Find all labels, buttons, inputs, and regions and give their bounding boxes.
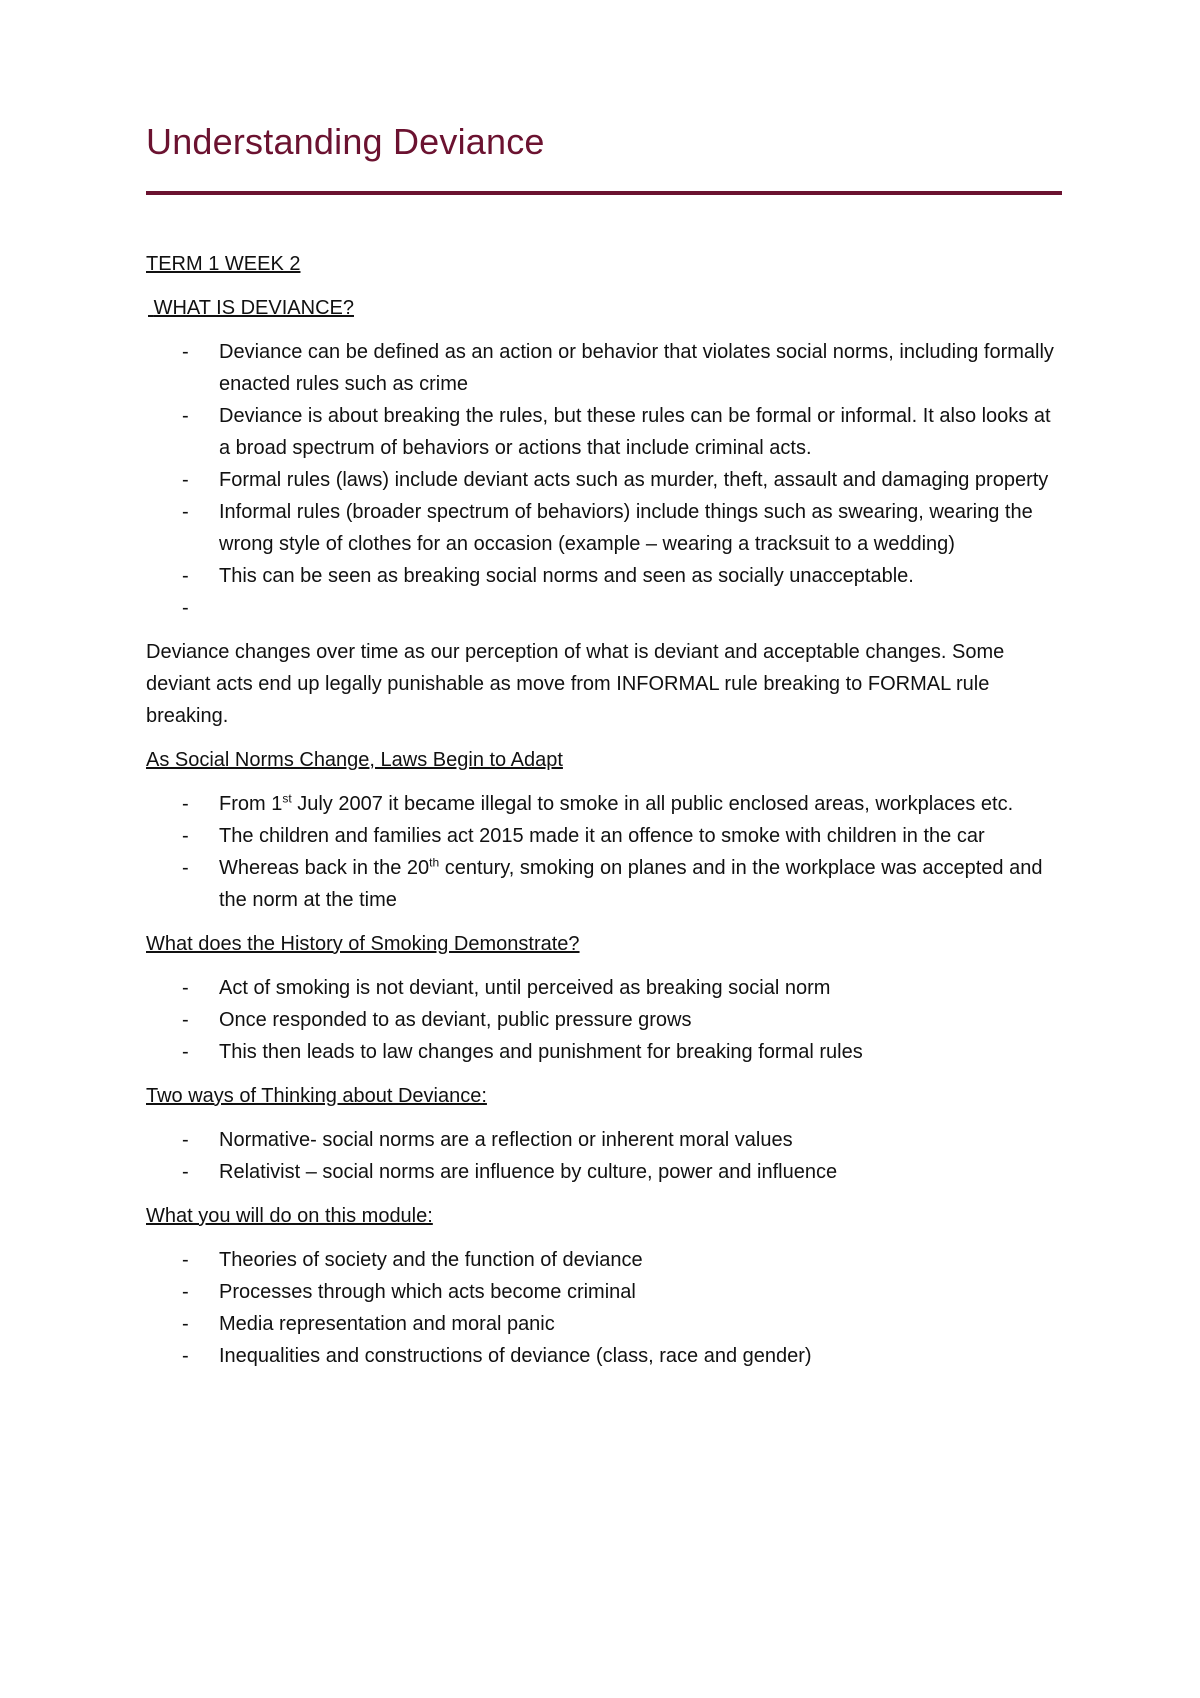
document-title: Understanding Deviance xyxy=(146,121,545,162)
section-heading-text: WHAT IS DEVIANCE? xyxy=(153,297,354,319)
bullet-dash: - xyxy=(182,1009,189,1031)
list-item xyxy=(146,1340,1062,1372)
list-item-text: Formal rules (laws) include deviant acts such as murder, theft, assault and damaging property xyxy=(219,469,1049,491)
list-item xyxy=(146,336,1062,400)
list-item-text: Deviance can be defined as an action or behavior that violates social norms, including formally enacted rules such as crime xyxy=(219,341,1054,395)
list-item xyxy=(146,400,1062,464)
bullet-dash: - xyxy=(182,501,189,523)
list-item xyxy=(146,560,1062,592)
list-item-text: Theories of society and the function of deviance xyxy=(219,1249,643,1271)
bullet-dash: - xyxy=(182,977,189,999)
list-item-text: The children and families act 2015 made it an offence to smoke with children in the car xyxy=(219,825,985,847)
text-run: Whereas back in the 20 xyxy=(219,857,430,879)
section-heading-social-norms: As Social Norms Change, Laws Begin to Adapt xyxy=(146,749,563,771)
list-item-text: This then leads to law changes and punishment for breaking formal rules xyxy=(219,1041,863,1063)
superscript: st xyxy=(282,791,292,806)
list-item xyxy=(146,820,1062,852)
laws-list xyxy=(146,788,1062,916)
text-run: July 2007 it became illegal to smoke in all public enclosed areas, workplaces etc. xyxy=(291,793,1014,815)
bullet-dash: - xyxy=(182,1313,189,1335)
bullet-dash: - xyxy=(182,341,189,363)
list-item-text xyxy=(219,857,1042,911)
definition-list xyxy=(146,336,1062,624)
list-item-text: Once responded to as deviant, public pressure grows xyxy=(219,1009,692,1031)
list-item xyxy=(146,496,1062,560)
list-item xyxy=(146,1124,1062,1156)
list-item-text: Informal rules (broader spectrum of behaviors) include things such as swearing, wearing the wrong style of clothes for an occasion (example – wearing a tracksuit to a wedding) xyxy=(219,501,1033,555)
list-item-empty xyxy=(146,592,1062,624)
bullet-dash: - xyxy=(182,565,189,587)
bullet-dash: - xyxy=(182,1161,189,1183)
list-item-text: Relativist – social norms are influence by culture, power and influence xyxy=(219,1161,838,1183)
text-run: From 1 xyxy=(219,793,283,815)
section-heading-two-ways: Two ways of Thinking about Deviance: xyxy=(146,1085,487,1107)
thinking-list xyxy=(146,1124,1062,1188)
bullet-dash: - xyxy=(182,793,189,815)
list-item-text: Inequalities and constructions of deviance (class, race and gender) xyxy=(219,1345,812,1367)
bullet-dash: - xyxy=(182,825,189,847)
list-item-text xyxy=(219,793,1013,815)
list-item xyxy=(146,1244,1062,1276)
list-item-text: Normative- social norms are a reflection or inherent moral values xyxy=(219,1129,793,1151)
list-item xyxy=(146,788,1062,820)
list-item xyxy=(146,464,1062,496)
bullet-dash: - xyxy=(182,1129,189,1151)
section-heading-what-is-deviance xyxy=(146,292,1062,324)
bullet-dash: - xyxy=(182,1041,189,1063)
bullet-dash: - xyxy=(182,597,189,619)
bullet-dash: - xyxy=(182,405,189,427)
section-heading-module: What you will do on this module: xyxy=(146,1205,433,1227)
list-item xyxy=(146,1004,1062,1036)
superscript: th xyxy=(429,855,440,870)
list-item-text: Processes through which acts become criminal xyxy=(219,1281,636,1303)
term-heading: TERM 1 WEEK 2 xyxy=(146,253,301,275)
list-item xyxy=(146,1276,1062,1308)
list-item xyxy=(146,1308,1062,1340)
list-item-text xyxy=(219,597,225,619)
title-divider xyxy=(146,191,1062,195)
list-item-text: Media representation and moral panic xyxy=(219,1313,555,1335)
list-item xyxy=(146,1036,1062,1068)
module-list xyxy=(146,1244,1062,1372)
list-item-text: Deviance is about breaking the rules, but these rules can be formal or informal. It also looks at a broad spectrum of behaviors or actions that include criminal acts. xyxy=(219,405,1051,459)
section-heading-history-smoking: What does the History of Smoking Demonstrate? xyxy=(146,933,580,955)
list-item xyxy=(146,852,1062,916)
history-list xyxy=(146,972,1062,1068)
list-item-text: Act of smoking is not deviant, until perceived as breaking social norm xyxy=(219,977,831,999)
list-item-text: This can be seen as breaking social norms and seen as socially unacceptable. xyxy=(219,565,914,587)
document-body xyxy=(146,248,1062,1384)
bullet-dash: - xyxy=(182,469,189,491)
bullet-dash: - xyxy=(182,1281,189,1303)
text-run: century, smoking on planes and in the workplace was accepted and the norm at the time xyxy=(219,857,1043,911)
list-item xyxy=(146,1156,1062,1188)
list-item xyxy=(146,972,1062,1004)
bullet-dash: - xyxy=(182,1249,189,1271)
bullet-dash: - xyxy=(182,857,189,879)
paragraph-deviance-changes: Deviance changes over time as our perception of what is deviant and acceptable changes. Some deviant acts end up legally punishable as move from INFORMAL rule breaking to FORMAL rule breaking. xyxy=(146,641,1005,727)
bullet-dash: - xyxy=(182,1345,189,1367)
